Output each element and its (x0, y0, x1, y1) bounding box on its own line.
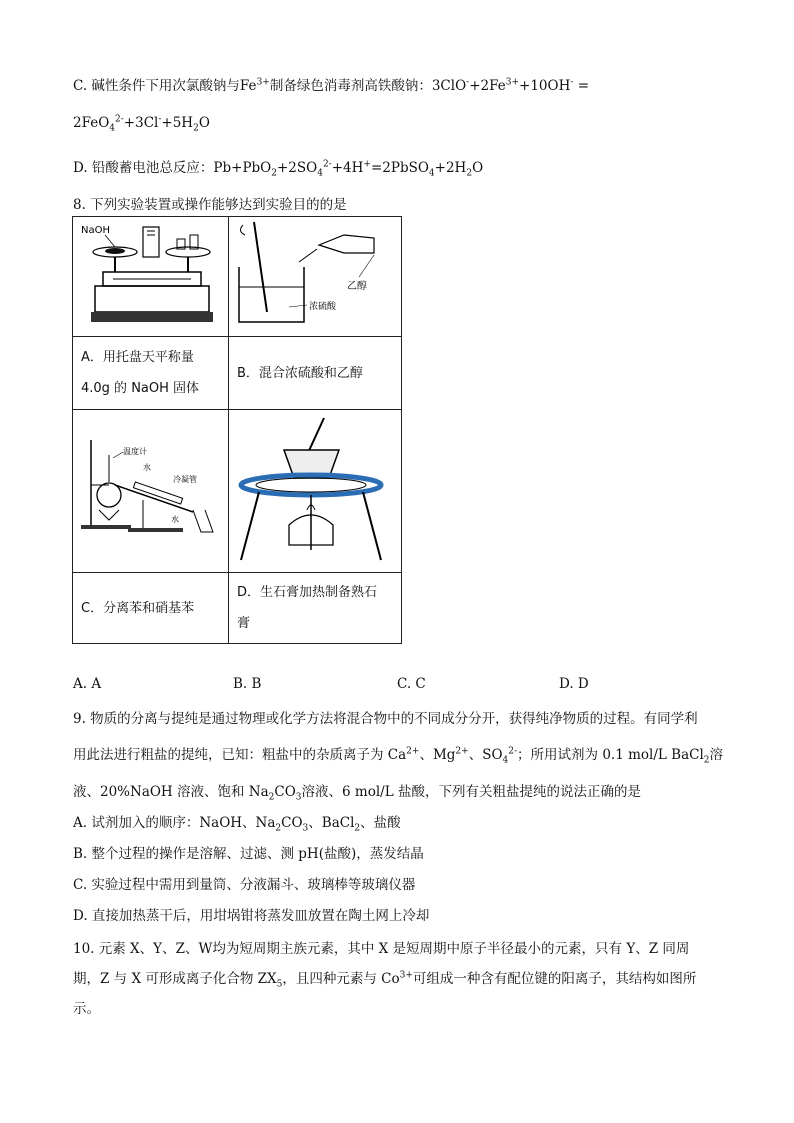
q9-option-d: D. 直接加热蒸干后，用坩埚钳将蒸发皿放置在陶土网上冷却 (73, 908, 430, 924)
q7-option-c-line1: C. 碱性条件下用次氯酸钠与$Fe^{3+}$制备绿色消毒剂高铁酸钠：$3ClO^-+2Fe^{3+}+10OH^-$ = (73, 77, 590, 94)
q9-stem-line3: 液、20%NaOH 溶液、饱和 $Na_2CO_3$溶液、6 mol/L 盐酸，下列有关粗盐提纯的说法正确的是 (73, 784, 641, 803)
option-a-label: A．用托盘天平称量 4.0g 的 NaOH 固体 (81, 350, 200, 396)
balance-diagram (73, 217, 228, 332)
q7-option-d: D. 铅酸蓄电池总反应：$Pb+PbO_2+2SO_4^{2-}+4H^+=2PbSO_4+2H_2O$ (73, 159, 484, 179)
naoh-label: NaOH (81, 225, 110, 236)
cell-image-d (229, 410, 402, 573)
q10-stem-line2: 期，Z 与 X 可形成离子化合物 $ZX_5$，且四种元素与 $Co^{3+}$可组成一种含有配位键的阳离子，其结构如图所 (73, 970, 697, 990)
q9-option-a: A. 试剂加入的顺序：NaOH、$Na_2CO_3$、BaCl$_2$、盐酸 (73, 815, 401, 834)
q10-stem-line1: 10. 元素 X、Y、Z、W均为短周期主族元素，其中 X 是短周期中原子半径最小的元素，只有 Y、Z 同周 (73, 941, 690, 957)
q9-stem-line1: 9. 物质的分离与提纯是通过物理或化学方法将混合物中的不同成分分开，获得纯净物质的过程。有同学利 (73, 711, 698, 727)
option-c-label: C．分离苯和硝基苯 (81, 600, 195, 616)
cell-text-b (229, 337, 402, 410)
thermometer-label: 温度计 (123, 447, 147, 456)
heating-diagram (229, 410, 401, 568)
ethanol-label: 乙醇 (347, 281, 367, 292)
q8-choice-b: B. B (233, 676, 262, 692)
q10-stem-line3: 示。 (73, 1001, 100, 1017)
option-b-label: B．混合浓硫酸和乙醇 (237, 365, 363, 381)
cell-image-b (229, 217, 402, 337)
acid-label: 浓硫酸 (309, 302, 337, 312)
q8-stem: 8. 下列实验装置或操作能够达到实验目的的是 (73, 197, 347, 213)
cell-text-a (73, 337, 229, 410)
q9-stem-line2: 用此法进行粗盐的提纯，已知：粗盐中的杂质离子为 $Ca^{2+}$、$Mg^{2+}$、$SO_4^{2-}$；所用试剂为 0.1 mol/L BaCl$_2$溶 (73, 746, 724, 766)
q8-choice-a: A. A (73, 676, 102, 692)
q9-option-c: C. 实验过程中需用到量筒、分液漏斗、玻璃棒等玻璃仪器 (73, 877, 416, 893)
q9-option-b: B. 整个过程的操作是溶解、过滤、测 pH(盐酸)，蒸发结晶 (73, 846, 424, 862)
mixing-diagram (229, 217, 401, 332)
option-d-label: D．生石膏加热制备熟石 膏 (237, 585, 378, 631)
cell-text-c (73, 573, 229, 644)
cell-text-d (229, 573, 402, 644)
cell-image-c (73, 410, 229, 573)
condenser-label: 冷凝管 (173, 475, 197, 484)
water-out-label: 水 (143, 463, 151, 472)
q7-option-c-line2: $2FeO_4^{2-}+3Cl^-+5H_2O$ (73, 114, 210, 134)
distillation-diagram (73, 410, 228, 568)
water-in-label: 水 (171, 515, 179, 524)
q8-choice-d: D. D (559, 676, 589, 692)
cell-image-a (73, 217, 229, 337)
q8-apparatus-table (72, 216, 402, 644)
q8-choice-c: C. C (397, 676, 426, 692)
